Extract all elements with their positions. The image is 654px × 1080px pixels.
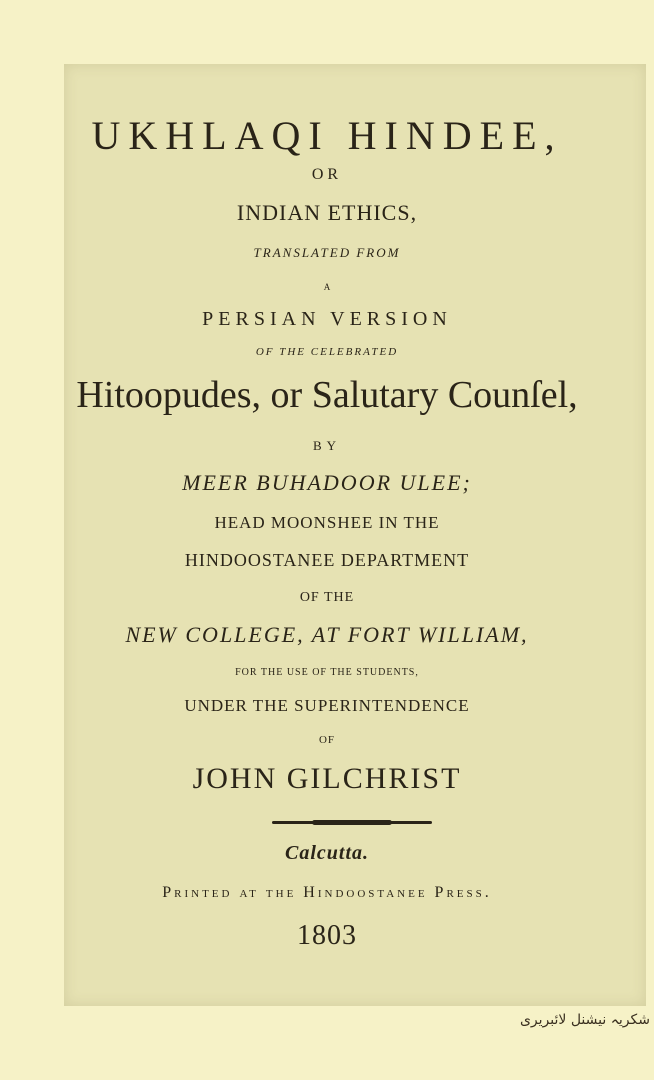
author-name: MEER BUHADOOR ULEE; (182, 470, 472, 495)
subtitle: INDIAN ETHICS, (236, 200, 418, 225)
department-text: HINDOOSTANEE DEPARTMENT (184, 550, 470, 570)
superintendent-name: JOHN GILCHRIST (192, 762, 462, 795)
author-position: HEAD MOONSHEE IN THE (214, 513, 440, 532)
of-the-text: OF THE (299, 590, 355, 605)
library-stamp: شکریہ نیشنل لائبریری (519, 1012, 650, 1028)
of-the-celebrated-text: OF THE CELEBRATED (255, 346, 399, 358)
or-text: OR (311, 166, 343, 183)
ornamental-rule (272, 821, 432, 824)
of-text: OF (318, 734, 336, 746)
by-text: BY (312, 438, 342, 453)
college-name: NEW COLLEGE, AT FORT WILLIAM, (125, 622, 529, 647)
translated-from-text: TRANSLATED FROM (253, 245, 401, 260)
printer-imprint: Printed at the Hindoostanee Press. (162, 884, 492, 901)
book-title: UKHLAQI HINDEE, (91, 113, 563, 158)
for-use-text: FOR THE USE OF THE STUDENTS, (235, 667, 419, 678)
persian-version-text: PERSIAN VERSION (202, 308, 452, 330)
publication-year: 1803 (297, 920, 357, 951)
work-title: Hitoopudes, or Salutary Counſel, (76, 374, 578, 416)
place-of-printing: Calcutta. (284, 842, 369, 864)
superintendence-text: UNDER THE SUPERINTENDENCE (184, 696, 470, 715)
article-a-text: A (323, 282, 331, 292)
